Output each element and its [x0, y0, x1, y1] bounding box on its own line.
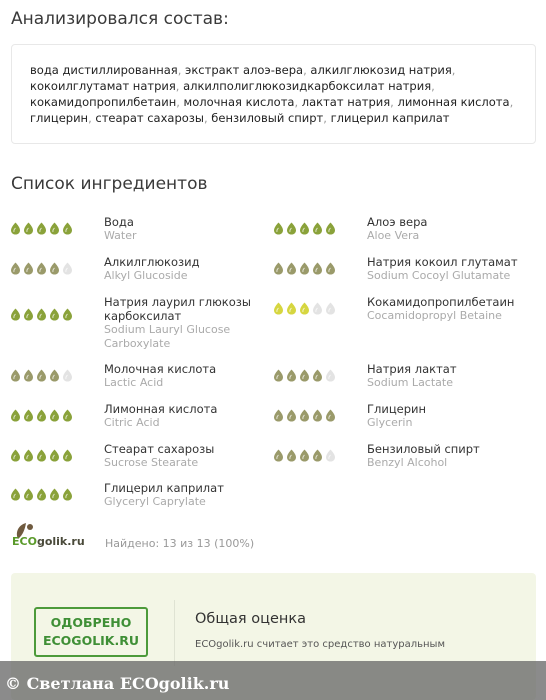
- drop-icon: [312, 222, 323, 235]
- drop-icon: [312, 409, 323, 422]
- composition-item: алкилглюкозид натрия: [310, 63, 452, 77]
- ingredient-name: Алкилглюкозид: [104, 255, 200, 269]
- drop-icon: [10, 262, 21, 275]
- drop-icon: [36, 369, 47, 382]
- composition-item: кокамидопропилбетаин: [30, 95, 177, 109]
- drop-icon: [49, 262, 60, 275]
- rating-drops: [273, 449, 336, 462]
- ingredient-latin-name: Cocamidopropyl Betaine: [367, 309, 502, 322]
- approval-title: Общая оценка: [195, 611, 307, 627]
- ingredient-name: Алоэ вера: [367, 215, 428, 229]
- ingredient-latin-name: Glycerin: [367, 416, 413, 429]
- logo-eco: ECO: [12, 535, 37, 548]
- drop-icon: [325, 262, 336, 275]
- ingredient-name: Глицерин: [367, 402, 427, 416]
- drop-icon: [325, 222, 336, 235]
- composition-item: кокоилглутамат натрия: [30, 79, 176, 93]
- drop-icon: [273, 369, 284, 382]
- composition-box: [11, 44, 536, 144]
- drop-icon: [23, 308, 34, 321]
- divider: [174, 600, 175, 666]
- drop-icon: [62, 488, 73, 501]
- drop-icon: [286, 369, 297, 382]
- drop-icon: [49, 449, 60, 462]
- approval-description: ECOgolik.ru считает это средство натуральным: [195, 639, 445, 650]
- ingredient-latin-name: Sucrose Stearate: [104, 456, 199, 469]
- ingredient-name: Стеарат сахарозы: [104, 442, 215, 456]
- drop-icon: [325, 369, 336, 382]
- drop-icon: [299, 302, 310, 315]
- ingredient-latin-name: Alkyl Glucoside: [104, 269, 188, 282]
- drop-icon: [273, 302, 284, 315]
- drop-icon: [36, 488, 47, 501]
- drop-icon: [23, 449, 34, 462]
- found-count: Найдено: 13 из 13 (100%): [105, 537, 255, 550]
- drop-icon: [23, 409, 34, 422]
- rating-drops: [273, 369, 336, 382]
- drop-icon: [49, 369, 60, 382]
- drop-icon: [10, 449, 21, 462]
- drop-icon: [299, 449, 310, 462]
- drop-icon: [273, 409, 284, 422]
- rating-drops: [10, 308, 73, 321]
- stamp-line1: ОДОБРЕНО: [50, 615, 132, 630]
- rating-drops: [10, 409, 73, 422]
- drop-icon: [10, 308, 21, 321]
- drop-icon: [299, 222, 310, 235]
- drop-icon: [10, 222, 21, 235]
- ingredient-latin-name: Water: [104, 229, 137, 242]
- rating-drops: [10, 262, 73, 275]
- drop-icon: [62, 409, 73, 422]
- ecogolik-logo-text: [12, 535, 85, 548]
- drop-icon: [312, 449, 323, 462]
- drop-icon: [36, 222, 47, 235]
- drop-icon: [286, 409, 297, 422]
- ingredient-latin-name: Sodium Lactate: [367, 376, 453, 389]
- watermark: © Светлана ECOgolik.ru: [5, 674, 230, 693]
- composition-item: бензиловый спирт: [211, 111, 324, 125]
- composition-title: Анализировался состав:: [11, 9, 229, 29]
- drop-icon: [36, 449, 47, 462]
- drop-icon: [49, 488, 60, 501]
- drop-icon: [23, 488, 34, 501]
- composition-item: лимонная кислота: [397, 95, 510, 109]
- drop-icon: [325, 449, 336, 462]
- composition-item: глицерин: [30, 111, 89, 125]
- rating-drops: [10, 449, 73, 462]
- drop-icon: [286, 262, 297, 275]
- drop-icon: [286, 302, 297, 315]
- drop-icon: [23, 369, 34, 382]
- composition-item: молочная кислота: [183, 95, 295, 109]
- rating-drops: [273, 409, 336, 422]
- ingredient-latin-name: Aloe Vera: [367, 229, 420, 242]
- rating-drops: [273, 262, 336, 275]
- drop-icon: [36, 262, 47, 275]
- drop-icon: [10, 369, 21, 382]
- ingredient-name: Вода: [104, 215, 134, 229]
- ingredient-name: Глицерил каприлат: [104, 481, 224, 495]
- composition-list: вода дистиллированная, экстракт алоэ-вера, алкилглюкозид натрия, кокоилглутамат натрия, алкилполиглюкозидкарбоксилат натрия, кокамидопропилбетаин, молочная кислота, лактат натрия, лимонная кислота, глицерин, стеарат сахарозы, бензиловый спирт, глицерил каприлат: [30, 63, 514, 125]
- drop-icon: [10, 488, 21, 501]
- ingredient-name: Натрия лактат: [367, 362, 457, 376]
- drop-icon: [325, 302, 336, 315]
- composition-item: вода дистиллированная: [30, 63, 178, 77]
- drop-icon: [299, 262, 310, 275]
- drop-icon: [49, 222, 60, 235]
- drop-icon: [273, 449, 284, 462]
- drop-icon: [23, 222, 34, 235]
- ingredient-latin-name: Glyceryl Caprylate: [104, 495, 206, 508]
- drop-icon: [62, 262, 73, 275]
- composition-item: алкилполиглюкозидкарбоксилат натрия: [183, 79, 432, 93]
- ingredient-name: Бензиловый спирт: [367, 442, 480, 456]
- rating-drops: [273, 302, 336, 315]
- drop-icon: [312, 369, 323, 382]
- ingredient-name: Молочная кислота: [104, 362, 217, 376]
- drop-icon: [62, 222, 73, 235]
- ingredient-name: Натрия кокоил глутамат: [367, 255, 518, 269]
- rating-drops: [10, 222, 73, 235]
- rating-drops: [10, 488, 73, 501]
- composition-item: экстракт алоэ-вера: [185, 63, 304, 77]
- drop-icon: [49, 409, 60, 422]
- ingredient-name: Кокамидопропилбетаин: [367, 295, 515, 309]
- ingredient-latin-name: Sodium Lauryl Glucose Carboxylate: [104, 323, 231, 350]
- drop-icon: [286, 222, 297, 235]
- composition-item: лактат натрия: [301, 95, 391, 109]
- ingredient-name: Лимонная кислота: [104, 402, 218, 416]
- approved-stamp: [34, 607, 148, 657]
- drop-icon: [312, 262, 323, 275]
- ingredient-name: Натрия лаурил глюкозы карбоксилат: [104, 295, 251, 323]
- ingredients-title: Список ингредиентов: [11, 174, 208, 194]
- ingredient-latin-name: Lactic Acid: [104, 376, 164, 389]
- rating-drops: [10, 369, 73, 382]
- drop-icon: [286, 449, 297, 462]
- drop-icon: [299, 369, 310, 382]
- composition-item: стеарат сахарозы: [95, 111, 204, 125]
- ingredient-latin-name: Benzyl Alcohol: [367, 456, 448, 469]
- ingredient-latin-name: Citric Acid: [104, 416, 160, 429]
- drop-icon: [62, 449, 73, 462]
- drop-icon: [23, 262, 34, 275]
- drop-icon: [299, 409, 310, 422]
- drop-icon: [273, 262, 284, 275]
- drop-icon: [62, 308, 73, 321]
- drop-icon: [273, 222, 284, 235]
- drop-icon: [49, 308, 60, 321]
- drop-icon: [10, 409, 21, 422]
- stamp-line2: ECOGOLIK.RU: [42, 633, 140, 648]
- drop-icon: [36, 308, 47, 321]
- drop-icon: [312, 302, 323, 315]
- logo-golik: golik.ru: [36, 535, 85, 548]
- composition-item: глицерил каприлат: [330, 111, 450, 125]
- drop-icon: [62, 369, 73, 382]
- drop-icon: [325, 409, 336, 422]
- ingredient-latin-name: Sodium Cocoyl Glutamate: [367, 269, 511, 282]
- rating-drops: [273, 222, 336, 235]
- drop-icon: [36, 409, 47, 422]
